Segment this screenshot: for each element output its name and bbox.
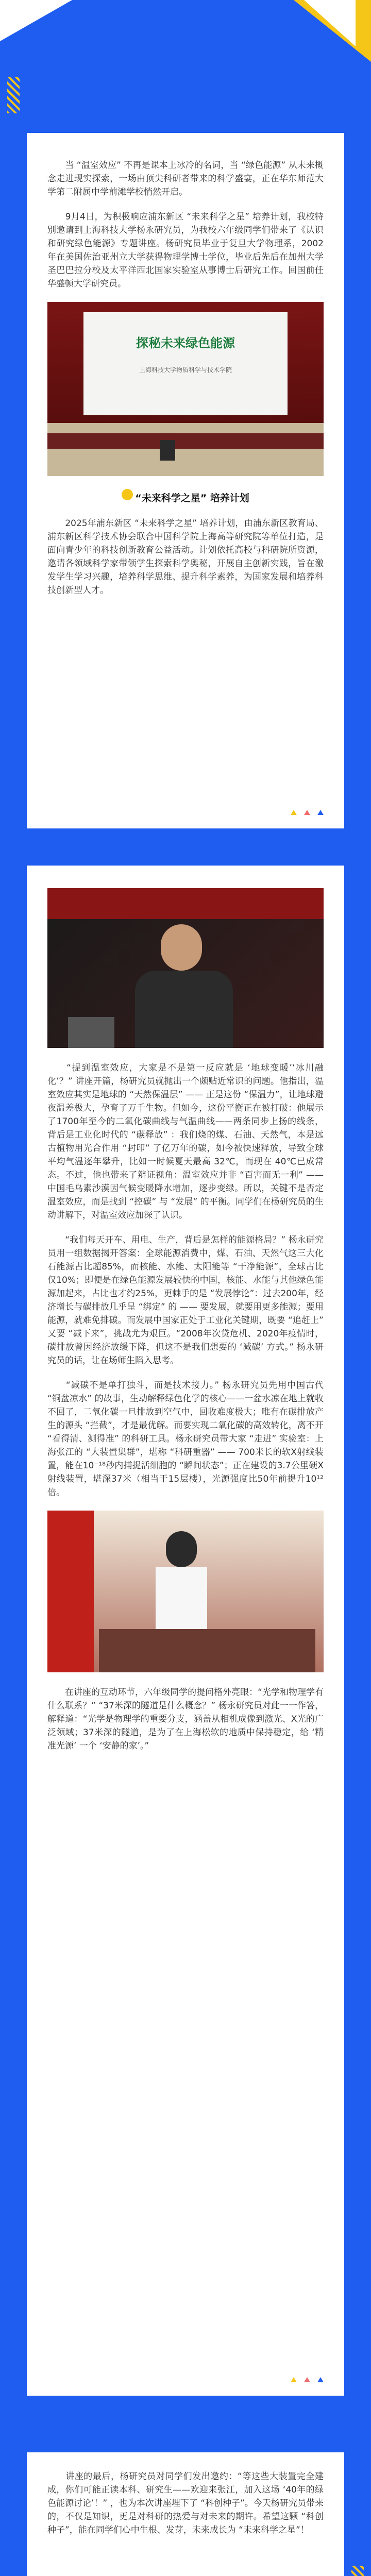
screen-subtitle-text: 上海科技大学物质科学与技术学院 xyxy=(139,366,232,374)
greenhouse-paragraph: “提到温室效应，大家是不是第一反应就是 ‘地球变暖’‘冰川融化’？” 讲座开篇，杨研究员就抛出一个颇贴近常识的问题。他指出，温室效应其实是地球的 “天然保温层” —— 正是这份 “保温力”，让地球避夜温差极大，孕育了万千生物。但如今，这份平衡正在被打破：他展示了1700年至今的二氧化碳曲线与气温曲线——两条同步上扬的线条，背后是工业化时代的 “碳释放” ：我们烧的煤、石油、天然气，本是远古植物用光合作用 “封印” 了亿万年的碳，如今被快速释放，导致全球平均气温逐年攀升，比如一时候夏天最高 32℃，而现在 40℃已成常态。不过，他也带来了辩证视角：温室效应并非 “百害而无一利” —— 中国毛乌素沙漠因气候变暖降水增加，逐步变绿。所以，关键不是否定温室效应，而是找到 “控碳” 与 “发展” 的平衡。同学们在杨研究员的生动讲解下，对温室效应加深了认识。 xyxy=(47,1063,327,1221)
lecture-hall-photo xyxy=(47,302,324,476)
side-stripes-left xyxy=(7,77,20,113)
article-card-lecture xyxy=(27,866,344,2396)
side-stripes-right xyxy=(351,2566,364,2576)
triangle-icon xyxy=(317,2377,324,2382)
technology-paragraph: “减碳不是单打独斗，而是技术接力。” 杨永研究员先用中国古代 “铜盆凉水” 的故事，生动解释绿色化学的核心——一盆水凉在地上就收不回了，二氧化碳一旦排放到空气中，回收难度极大；唯有在碳排放产生的源头 “拦截”，才是最优解。而要实现二氧化碳的高效转化，离不开 “看得清、测得准” 的科研工具。杨永研究员带大家 “走进” 实验室：上海张江的 “大装置集群”，堪称 “科研重器” —— 700米长的软X射线装置，能在10⁻¹⁸秒内捕捉活细胞的 “瞬间状态”；正在建设的3.7公里硬X射线装置，堪深37米（相当于15层楼），光源强度比50年前提升10¹²倍。 xyxy=(47,1380,327,1498)
qa-paragraph: 在讲座的互动环节，六年级同学的提问格外亮眼：“光学和物理学有什么联系？” “37米深的隧道是什么概念？” 杨永研究员对此一一作答，解释道：“光学是物理学的重要分支，涵盖从相机成像到激光、X光的广泛领域；37米深的隧道，是为了在上海松软的地质中保持稳定，给 ‘精准光源’ 一个 ‘安静的家’。” xyxy=(47,1687,324,1751)
triangle-icon xyxy=(291,2377,297,2382)
triangle-icon xyxy=(291,810,297,815)
triangle-dots xyxy=(291,2377,324,2382)
sun-icon xyxy=(122,489,133,500)
triangle-icon xyxy=(304,810,310,815)
triangle-dots xyxy=(291,810,324,815)
speaker-photo xyxy=(47,888,324,1048)
corner-decoration-top-left xyxy=(0,0,72,41)
triangle-icon xyxy=(317,810,324,815)
intro-paragraph: 当 “温室效应” 不再是课本上冰冷的名词，当 “绿色能源” 从未来概念走进现实探索，一场由顶尖科研者带来的科学盛宴，正在华东师范大学第二附属中学前滩学校悄然开启。 xyxy=(47,160,324,197)
article-card-intro xyxy=(27,133,344,828)
section-heading xyxy=(47,490,324,504)
audience-photo xyxy=(47,1511,324,1672)
screen-banner-text: 探秘未来绿色能源 xyxy=(136,336,235,350)
corner-stripe-top-right xyxy=(304,0,356,46)
article-card-closing xyxy=(27,2452,344,2576)
closing-paragraph: 讲座的最后，杨研究员对同学们发出邀约：“等这些大装置完全建成，你们可能正读本科、研究生——欢迎来张江，加入这场 ‘40年的绿色能源讨论’！” ，也为本次讲座埋下了 “科创种子”。今天杨研究员带来的，不仅是知识，更是对科研的热爱与对未来的期许。希望这颗 “科创种子”，能在同学们心中生根、发芽，未来成长为 “未来科学之星”！ xyxy=(47,2471,324,2535)
energy-paragraph: “我们每天开车、用电、生产，背后是怎样的能源格局？” 杨永研究员用一组数据揭开答案：全球能源消费中，煤、石油、天然气这三大化石能源占比超85%，而核能、水能、太阳能等 “干净能源”，全球占比仅10%；即便是在绿色能源发展较快的中国，核能、水能与其他绿色能源加起来，占比也才约25%，更棘手的是 “发展悖论”：过去200年，经济增长与碳排放几乎呈 “绑定” 的 —— 要发展，就要用更多能源；要用能源，就难免排碳。而发展中国家正处于工业化关键期，既要 “追赶上” 又要 “减下来”，挑战尤为艰巨。“2008年次贷危机、2020年疫情时，碳排放曾因经济放缓下降，但这不是我们想要的 ‘减碳’ 方式。” 杨永研究员的话，让在场师生陷入思考。 xyxy=(47,1235,327,1366)
triangle-icon xyxy=(304,2377,310,2382)
section-heading-text: “未来科学之星” 培养计划 xyxy=(135,493,249,504)
speaker-paragraph: 9月4日，为积极响应浦东新区 “未来科学之星” 培养计划，我校特别邀请到上海科技大学杨永研究员，为我校六年级同学们带来了《认识和研究绿色能源》专题讲座。杨研究员毕业于复旦大学物理系，2002年在美国佐治亚州立大学获得物理学博士学位，毕业后先后在加州大学圣巴巴拉分校及太平洋西北国家实验室从事博士后研究工作。回国前任华盛顿大学研究员。 xyxy=(47,212,324,289)
program-paragraph: 2025年浦东新区 “未来科学之星” 培养计划，由浦东新区教育局、浦东新区科学技术协会联合中国科学院上海高等研究院等单位打造，是面向青少年的科技创新教育公益活动。计划依托高校与科研院所资源，邀请各领域科学家带领学生探索科学奥秘，开展自主创新实践，旨在激发学生学习兴趣，培养科学思维、提升科学素养，为国家发展和培养科技创新型人才。 xyxy=(47,518,324,596)
